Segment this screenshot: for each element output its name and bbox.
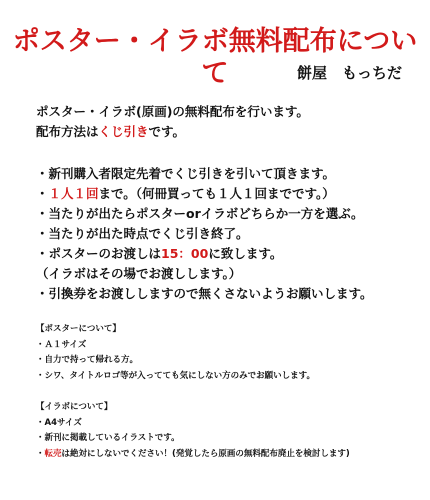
rule-line-2-post: まで。（何冊買っても１人１回までです。） [98, 186, 335, 201]
rule-highlight-once: １人１回 [48, 186, 99, 201]
author-name: 餅屋 もっちだ [296, 64, 402, 82]
rule-line-6: （イラボはその場でお渡しします。） [36, 266, 242, 281]
illustboard-item-1: ・A4サイズ [36, 417, 82, 428]
rule-line-5-pre: ・ポスターのお渡しは [36, 246, 162, 261]
rule-line-3: ・当たりが出たらポスターorイラボどちらか一方を選ぶ。 [36, 206, 364, 221]
poster-heading: 【ポスターについて】 [36, 324, 121, 334]
rule-line-5-post: に致します。 [208, 246, 283, 261]
rule-line-1: ・新刊購入者限定先着でくじ引きを引いて頂きます。 [36, 166, 336, 181]
illustboard-item-2: ・新刊に掲載しているイラストです。 [36, 433, 180, 443]
poster-item-3: ・シワ、タイトルロゴ等が入ってても気にしない方のみでお願いします。 [36, 370, 315, 381]
poster-item-2: ・自力で持って帰れる方。 [36, 355, 139, 365]
illustboard-heading: 【イラボについて】 [36, 402, 113, 412]
intro-section [36, 102, 309, 142]
rule-highlight-time: 15：00 [161, 246, 209, 261]
illustboard-bullet: ・ [36, 448, 45, 459]
page-title: ポスター・イラボ無料配布について [12, 26, 418, 89]
intro-line-2-pre: 配布方法は [36, 124, 99, 139]
rule-bullet: ・ [36, 186, 49, 201]
intro-line-1: ポスター・イラボ(原画)の無料配布を行います。 [36, 104, 309, 119]
intro-highlight-lottery: くじ引き [98, 124, 149, 139]
illustboard-item-3-post: は絶対にしないでください！(発覚したら原画の無料配布廃止を検討します) [61, 448, 350, 459]
poster-section [36, 322, 315, 384]
rules-section [36, 164, 373, 304]
illustboard-section [36, 400, 350, 462]
rule-line-4: ・当たりが出た時点でくじ引き終了。 [36, 226, 249, 241]
rule-line-7: ・引換券をお渡ししますので無くさないようお願いします。 [36, 286, 373, 301]
rule-line-5 [36, 244, 373, 264]
poster-item-1: ・Ａ１サイズ [36, 339, 87, 350]
rule-line-2 [36, 184, 373, 204]
illustboard-item-3 [36, 447, 350, 463]
intro-line-2 [36, 122, 309, 142]
illustboard-highlight-resale: 転売 [44, 448, 62, 459]
intro-line-2-post: です。 [148, 124, 186, 139]
